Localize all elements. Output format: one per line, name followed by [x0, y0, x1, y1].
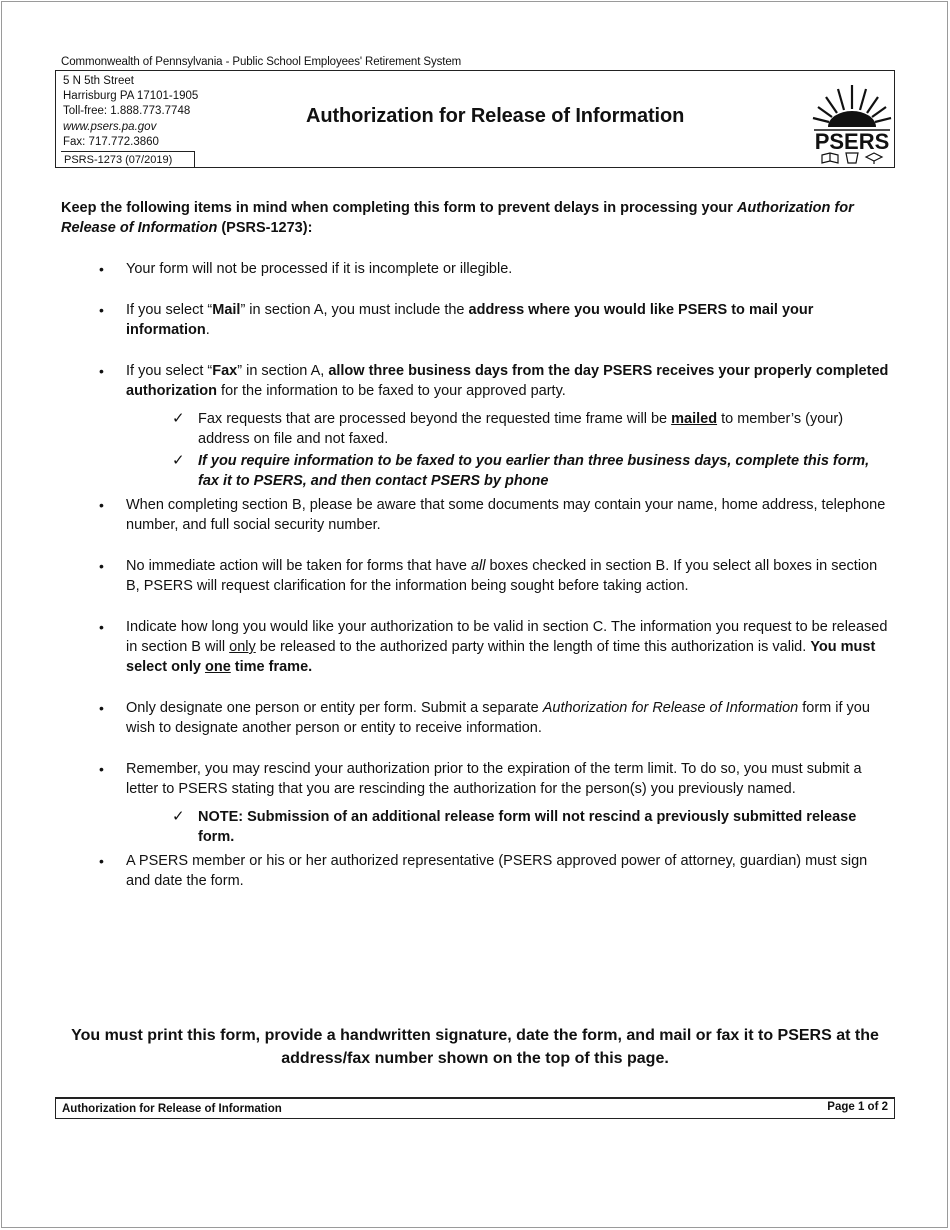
list-item: • No immediate action will be taken for forms that have all boxes checked in section B. If you select all boxes in section B, PSERS will request clarification for the information being sought before taking action.: [99, 558, 878, 594]
bullet-icon: •: [99, 853, 104, 869]
intro-instructions: Keep the following items in mind when completing this form to prevent delays in processing your Authorization for Release of Information (PSRS-1273):: [61, 200, 854, 236]
logo-wordmark: PSERS: [814, 129, 890, 154]
address-tollfree: Toll-free: 1.888.773.7748: [63, 105, 191, 118]
checkmark-icon: ✓: [172, 808, 185, 825]
sub-list-item: ✓ NOTE: Submission of an additional release form will not rescind a previously submitted release form.: [172, 808, 857, 845]
bullet-icon: •: [99, 700, 104, 716]
form-number: PSRS-1273 (07/2019): [61, 151, 195, 167]
page-number: Page 1 of 2: [827, 1101, 888, 1113]
agency-line: Commonwealth of Pennsylvania - Public School Employees' Retirement System: [61, 56, 462, 68]
instruction-list: [61, 259, 891, 912]
address-city: Harrisburg PA 17101-1905: [63, 90, 199, 103]
list-item: • Remember, you may rescind your authorization prior to the expiration of the term limit. To do so, you must submit a letter to PSERS stating that you are rescinding the authorization for the person(s) you previously named. ✓ NOTE: Submission of an additional release form will not rescind a previously submitted release form.: [61, 759, 891, 847]
sub-list: [126, 409, 891, 491]
list-item: • When completing section B, please be aware that some documents may contain your name, home address, telephone number, and full social security number.: [99, 497, 886, 533]
agency-address: [63, 74, 198, 150]
bullet-icon: •: [99, 619, 104, 635]
psers-logo: [810, 75, 894, 167]
list-item: • If you select “Fax” in section A, allow three business days from the day PSERS receives your properly completed authorization for the information to be faxed to your approved party. ✓ Fax requests that are processed beyond the requested time frame will be mailed to member’s (your) address on file and not faxed. ✓ If you require information to be faxed to you earlier than three business days, complete this form, fax it to PSERS, and then contact PSERS by phone: [61, 361, 891, 491]
checkmark-icon: ✓: [172, 410, 185, 427]
address-fax: Fax: 717.772.3860: [63, 135, 159, 148]
footer-title: Authorization for Release of Information: [62, 1103, 282, 1115]
closing-instructions: You must print this form, provide a handwritten signature, date the form, and mail or fax it to PSERS at the address/fax number shown on the top of this page.: [71, 1027, 879, 1067]
list-item: • A PSERS member or his or her authorized representative (PSERS approved power of attorney, guardian) must sign and date the form.: [99, 853, 868, 889]
sub-list-item: ✓ If you require information to be faxed to you earlier than three business days, complete this form, fax it to PSERS, and then contact PSERS by phone: [172, 452, 870, 489]
bullet-icon: •: [99, 302, 104, 318]
sub-list: [126, 807, 891, 847]
bullet-icon: •: [99, 261, 104, 277]
form-title: Authorization for Release of Information: [306, 105, 685, 127]
website-link[interactable]: www.psers.pa.gov: [63, 120, 157, 133]
sub-list-item: ✓ Fax requests that are processed beyond the requested time frame will be mailed to member’s (your) address on file and not faxed.: [172, 410, 844, 447]
bullet-icon: •: [99, 497, 104, 513]
bullet-icon: •: [99, 558, 104, 574]
list-item: • Your form will not be processed if it is incomplete or illegible.: [99, 261, 513, 277]
address-street: 5 N 5th Street: [63, 75, 134, 87]
page-footer: [55, 1097, 895, 1119]
list-item: • If you select “Mail” in section A, you must include the address where you would like PSERS to mail your information.: [99, 302, 814, 338]
list-item: • Only designate one person or entity per form. Submit a separate Authorization for Release of Information form if you wish to designate another person or entity to receive information.: [99, 700, 870, 736]
checkmark-icon: ✓: [172, 452, 185, 469]
list-item: • Indicate how long you would like your authorization to be valid in section C. The information you request to be released in section B will only be released to the authorized party within the length of time this authorization is valid. You must select only one time frame.: [99, 619, 888, 675]
bullet-icon: •: [99, 363, 104, 379]
header-box: [55, 70, 895, 168]
bullet-icon: •: [99, 761, 104, 777]
